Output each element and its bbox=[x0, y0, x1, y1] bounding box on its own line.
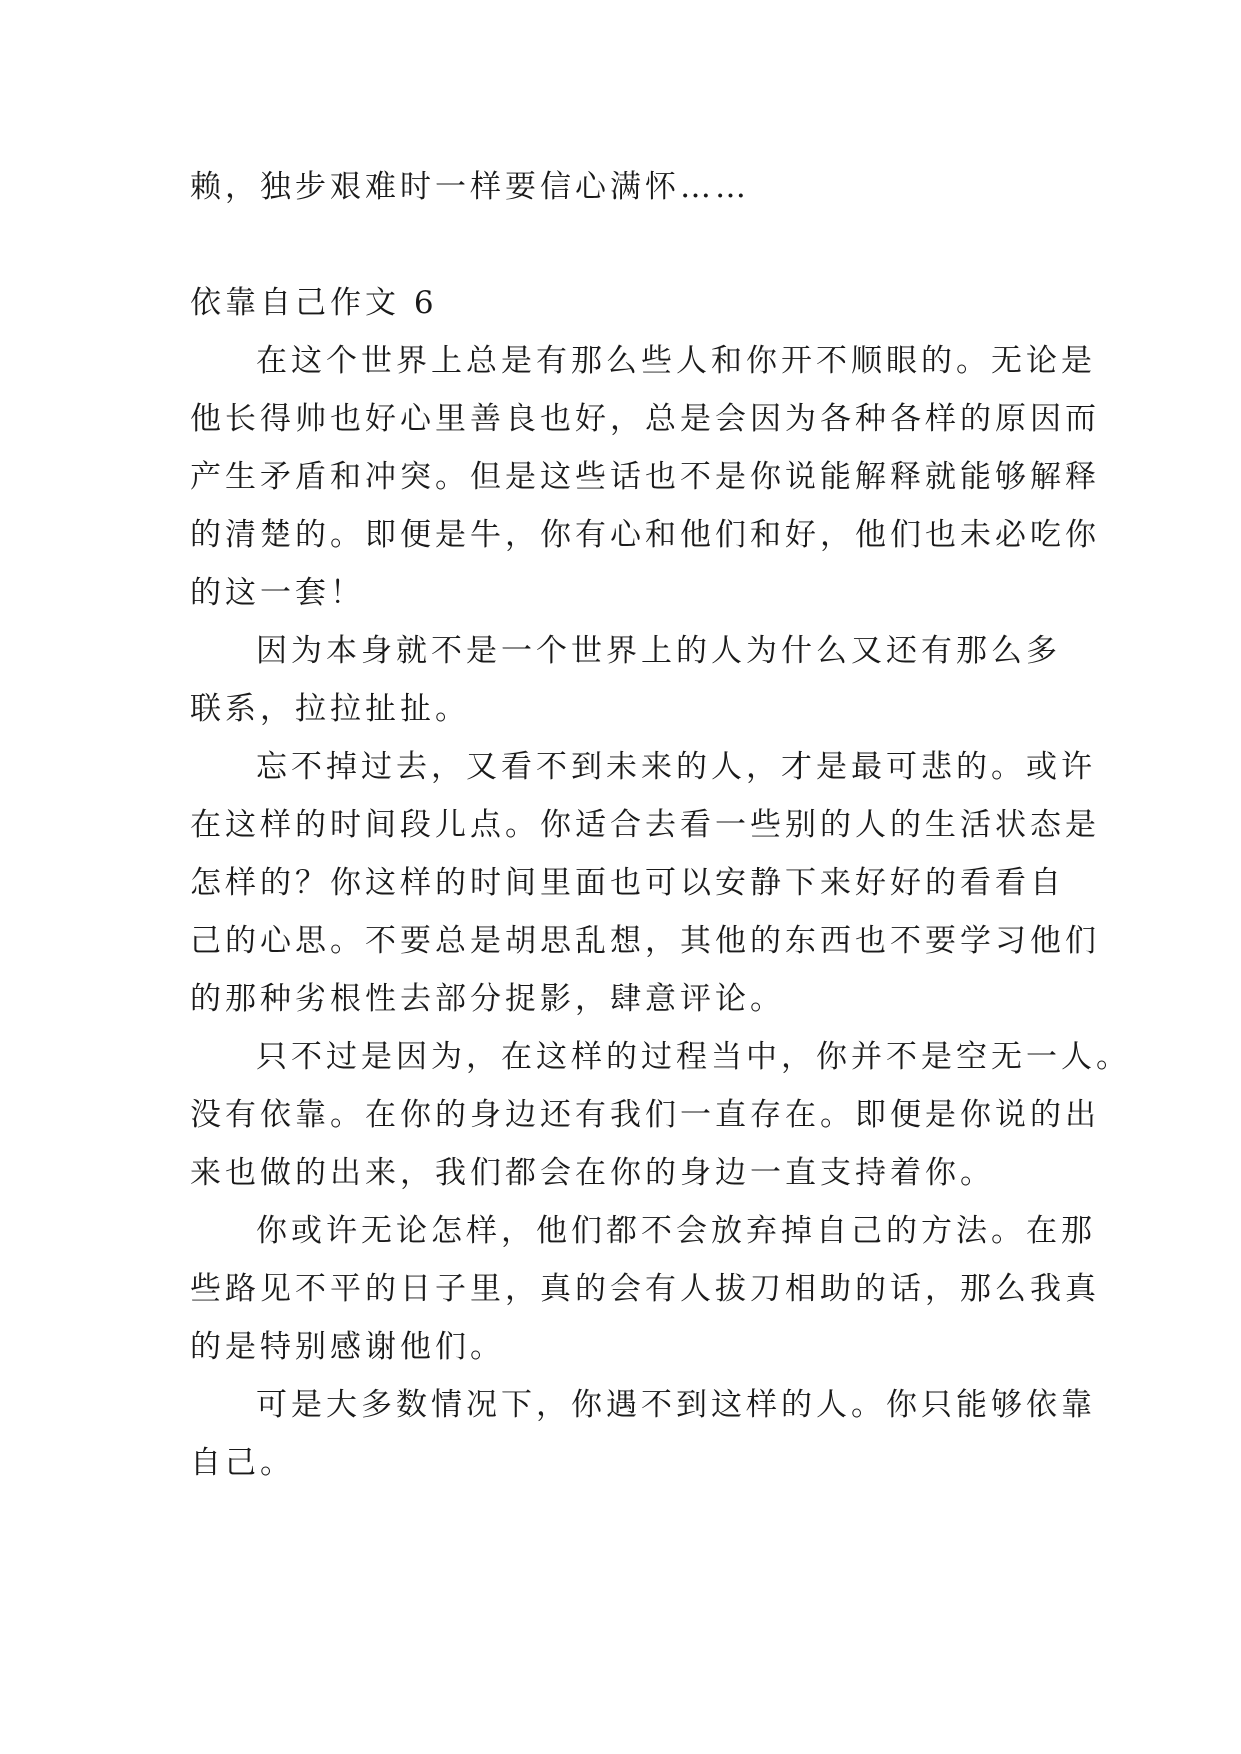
essay-title: 依靠自己作文 6 bbox=[190, 285, 438, 321]
text-line: 怎样的？你这样的时间里面也可以安静下来好好的看看自 bbox=[190, 865, 1065, 901]
text-line: 的清楚的。即便是牛，你有心和他们和好，他们也未必吃你 bbox=[190, 517, 1100, 553]
text-line: 些路见不平的日子里，真的会有人拔刀相助的话，那么我真 bbox=[190, 1271, 1100, 1307]
text-line: 你或许无论怎样，他们都不会放弃掉自己的方法。在那 bbox=[256, 1213, 1096, 1249]
paragraph-2 bbox=[190, 622, 1061, 738]
paragraph-5 bbox=[190, 1202, 1100, 1376]
paragraph-3 bbox=[190, 738, 1100, 1028]
paragraph-4 bbox=[190, 1028, 1131, 1202]
text-line: 的那种劣根性去部分捉影，肆意评论。 bbox=[190, 981, 785, 1017]
text-line: 己的心思。不要总是胡思乱想，其他的东西也不要学习他们 bbox=[190, 923, 1100, 959]
text-line: 来也做的出来，我们都会在你的身边一直支持着你。 bbox=[190, 1155, 995, 1191]
text-line: 他长得帅也好心里善良也好，总是会因为各种各样的原因而 bbox=[190, 401, 1100, 437]
text-line: 可是大多数情况下，你遇不到这样的人。你只能够依靠 bbox=[256, 1387, 1096, 1423]
text-line: 的这一套！ bbox=[190, 575, 365, 611]
text-line: 忘不掉过去，又看不到未来的人，才是最可悲的。或许 bbox=[256, 749, 1096, 785]
text-line: 在这样的时间段儿点。你适合去看一些别的人的生活状态是 bbox=[190, 807, 1100, 843]
text-line: 自己。 bbox=[190, 1445, 295, 1481]
text-line: 没有依靠。在你的身边还有我们一直存在。即便是你说的出 bbox=[190, 1097, 1100, 1133]
document-body bbox=[190, 158, 1131, 1492]
text-line: 因为本身就不是一个世界上的人为什么又还有那么多 bbox=[256, 633, 1061, 669]
text-line: 在这个世界上总是有那么些人和你开不顺眼的。无论是 bbox=[256, 343, 1096, 379]
paragraph-1 bbox=[190, 332, 1100, 622]
text-line: 联系，拉拉扯扯。 bbox=[190, 691, 470, 727]
text-line: 只不过是因为，在这样的过程当中，你并不是空无一人。 bbox=[256, 1039, 1131, 1075]
paragraph-6 bbox=[190, 1376, 1096, 1492]
text-line: 产生矛盾和冲突。但是这些话也不是你说能解释就能够解释 bbox=[190, 459, 1100, 495]
continuation-line: 赖，独步艰难时一样要信心满怀…… bbox=[190, 169, 750, 205]
text-line: 的是特别感谢他们。 bbox=[190, 1329, 505, 1365]
